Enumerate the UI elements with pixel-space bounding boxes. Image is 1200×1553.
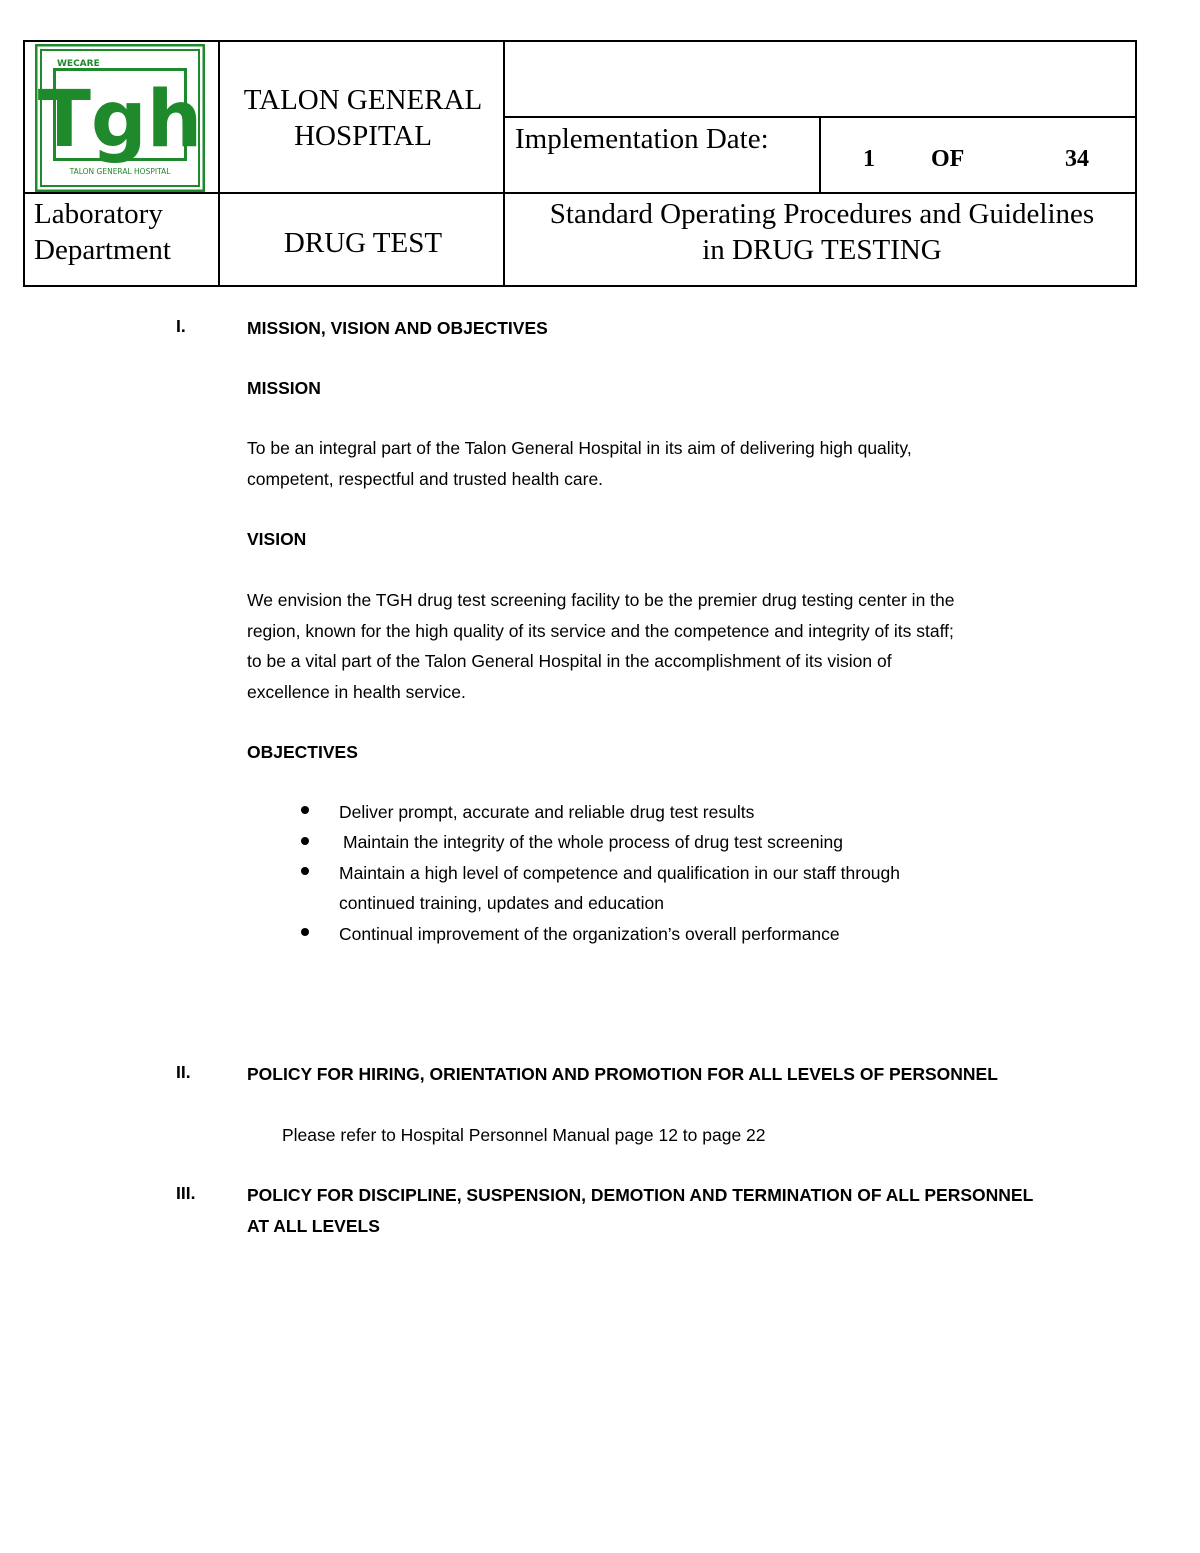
paragraph-line: competent, respectful and trusted health care.	[247, 468, 604, 489]
section-heading	[247, 1180, 1147, 1241]
svg-text:Tgh: Tgh	[37, 75, 203, 165]
divider	[503, 116, 1135, 118]
page-total: 34	[1065, 146, 1089, 172]
vision-heading: VISION	[247, 529, 307, 549]
department-line: Laboratory	[34, 198, 163, 230]
section-number: II.	[176, 1062, 191, 1082]
paragraph-line: to be a vital part of the Talon General Hospital in the accomplishment of its vision of	[247, 651, 892, 671]
section-heading: MISSION, VISION AND OBJECTIVES	[247, 318, 548, 338]
implementation-date-label: Implementation Date:	[515, 123, 769, 155]
section-heading-line: POLICY FOR DISCIPLINE, SUSPENSION, DEMOTION AND TERMINATION OF ALL PERSONNEL	[247, 1185, 1034, 1205]
hospital-name	[221, 82, 505, 154]
divider	[25, 192, 1135, 194]
objectives-heading: OBJECTIVES	[247, 742, 358, 762]
paragraph-line: To be an integral part of the Talon General Hospital in its aim of delivering high quality,	[247, 438, 912, 458]
bullet-icon	[301, 928, 309, 936]
test-name: DRUG TEST	[283, 227, 443, 259]
section-number: III.	[176, 1183, 196, 1203]
paragraph-line: excellence in health service.	[247, 681, 466, 702]
department-line: Department	[34, 234, 171, 266]
bullet-icon	[301, 837, 309, 845]
section-text: Please refer to Hospital Personnel Manual page 12 to page 22	[282, 1125, 766, 1145]
bullet-icon	[301, 806, 309, 814]
list-item: Deliver prompt, accurate and reliable drug test results	[339, 802, 755, 822]
paragraph-line: region, known for the high quality of its service and the competence and integrity of its staff;	[247, 620, 954, 641]
mission-heading: MISSION	[247, 378, 321, 398]
list-item: Continual improvement of the organization’s overall performance	[339, 924, 840, 944]
list-item: Maintain a high level of competence and qualification in our staff through	[339, 863, 901, 883]
svg-text:WECARE: WECARE	[57, 59, 100, 69]
hospital-logo	[35, 44, 205, 192]
page-current: 1	[863, 146, 875, 172]
document-title-line: Standard Operating Procedures and Guidelines	[549, 198, 1095, 230]
department-name	[34, 196, 224, 268]
document-title-line: in DRUG TESTING	[702, 234, 942, 266]
page-of-label: OF	[931, 146, 965, 172]
list-item: Maintain the integrity of the whole process of drug test screening	[343, 832, 843, 852]
section-heading: POLICY FOR HIRING, ORIENTATION AND PROMOTION FOR ALL LEVELS OF PERSONNEL	[247, 1064, 998, 1084]
document-header-table	[23, 40, 1137, 287]
list-item-continuation: continued training, updates and education	[339, 893, 664, 913]
vision-text	[247, 585, 1107, 707]
paragraph-line: We envision the TGH drug test screening facility to be the premier drug testing center in the	[247, 590, 955, 610]
bullet-icon	[301, 867, 309, 875]
mission-text	[247, 433, 1107, 494]
section-number: I.	[176, 316, 186, 336]
section-heading-line: AT ALL LEVELS	[247, 1215, 380, 1236]
hospital-name-line: TALON GENERAL	[243, 84, 483, 116]
divider	[819, 116, 821, 194]
hospital-name-line: HOSPITAL	[294, 120, 432, 152]
svg-text:TALON GENERAL HOSPITAL: TALON GENERAL HOSPITAL	[69, 167, 171, 176]
document-title	[507, 196, 1137, 268]
